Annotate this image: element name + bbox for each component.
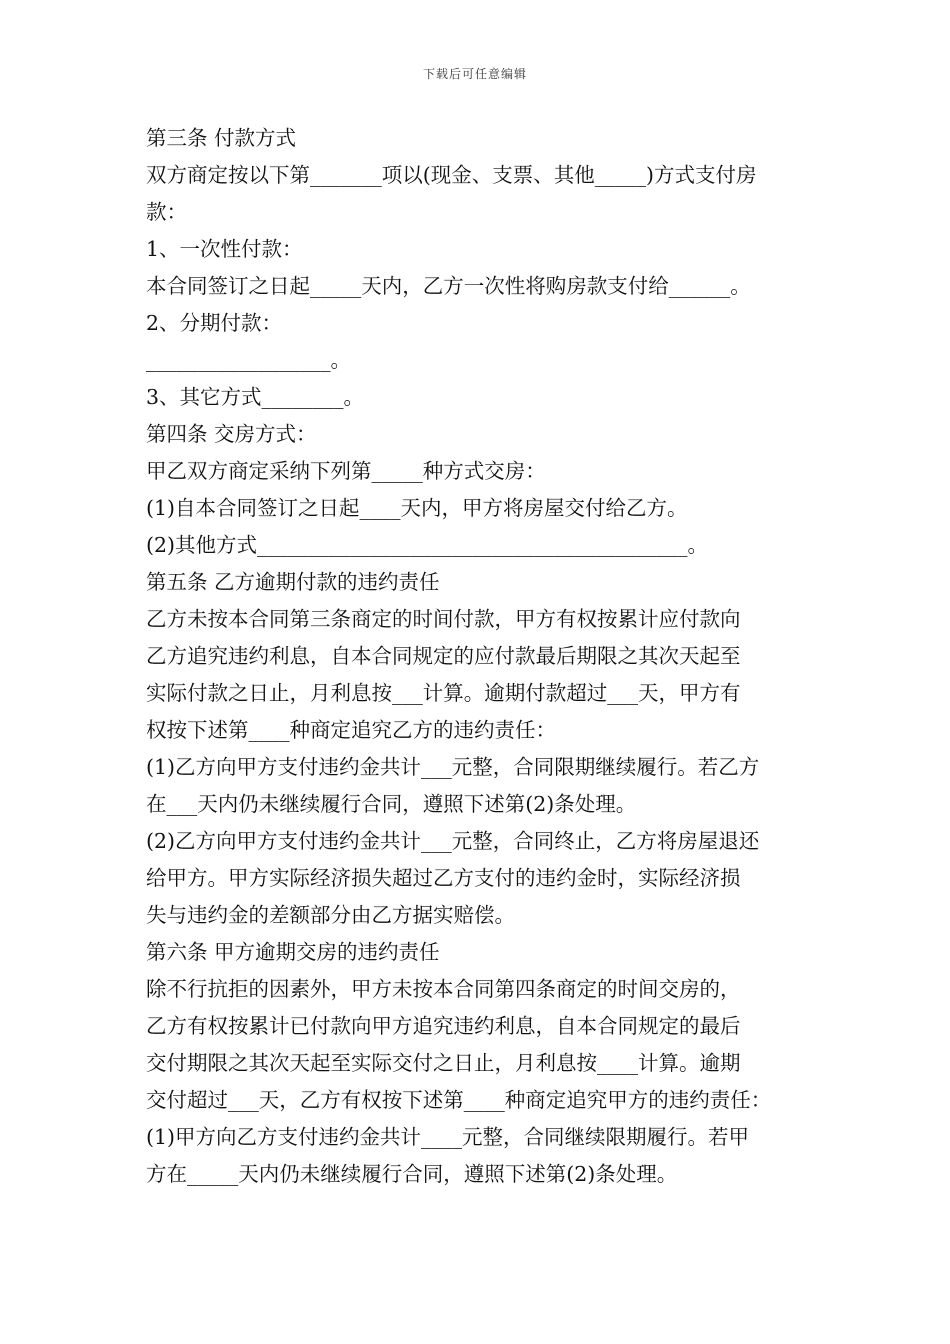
article-4-title: 第四条 交房方式： — [146, 422, 317, 446]
text-line: 本合同签订之日起_____天内，乙方一次性将购房款支付给______。 — [146, 274, 751, 298]
text-line: 乙方追究违约利息，自本合同规定的应付款最后期限之其次天起至 — [146, 644, 741, 668]
page-header: 下载后可任意编辑 — [422, 67, 527, 81]
text-line: 失与违约金的差额部分由乙方据实赔偿。 — [146, 903, 515, 927]
document-body — [146, 120, 816, 1193]
text-line: 方在_____天内仍未继续履行合同，遵照下述第(2)条处理。 — [146, 1162, 678, 1186]
text-line: 交付期限之其次天起至实际交付之日止，月利息按____计算。逾期 — [146, 1051, 741, 1075]
text-line: 实际付款之日止，月利息按___计算。逾期付款超过___天，甲方有 — [146, 681, 741, 705]
text-line: 权按下述第____种商定追究乙方的违约责任： — [146, 718, 556, 742]
text-line: (1)甲方向乙方支付违约金共计____元整，合同继续限期履行。若甲 — [146, 1125, 750, 1149]
text-line: (1)乙方向甲方支付违约金共计___元整，合同限期继续履行。若乙方 — [146, 755, 760, 779]
article-3-title: 第三条 付款方式 — [146, 126, 297, 150]
text-line: 1、一次性付款： — [146, 237, 303, 261]
text-line: 在___天内仍未继续履行合同，遵照下述第(2)条处理。 — [146, 792, 637, 816]
text-line: 给甲方。甲方实际经济损失超过乙方支付的违约金时，实际经济损 — [146, 866, 741, 890]
text-line: 乙方未按本合同第三条商定的时间付款，甲方有权按累计应付款向 — [146, 607, 741, 631]
text-line: 3、其它方式________。 — [146, 385, 365, 409]
text-line: 甲乙双方商定采纳下列第_____种方式交房： — [146, 459, 546, 483]
text-line: (2)乙方向甲方支付违约金共计___元整，合同终止，乙方将房屋退还 — [146, 829, 760, 853]
article-6-title: 第六条 甲方逾期交房的违约责任 — [146, 940, 440, 964]
text-line: (2)其他方式__________________________________________。 — [146, 533, 709, 557]
article-5-title: 第五条 乙方逾期付款的违约责任 — [146, 570, 440, 594]
text-line: (1)自本合同签订之日起____天内，甲方将房屋交付给乙方。 — [146, 496, 688, 520]
text-line: 双方商定按以下第_______项以(现金、支票、其他_____)方式支付房 — [146, 163, 757, 187]
text-line: 交付超过___天，乙方有权按下述第____种商定追究甲方的违约责任： — [146, 1088, 772, 1112]
text-line: __________________。 — [146, 348, 351, 372]
text-line: 除不行抗拒的因素外，甲方未按本合同第四条商定的时间交房的， — [146, 977, 741, 1001]
text-line: 2、分期付款： — [146, 311, 283, 335]
text-line: 乙方有权按累计已付款向甲方追究违约利息，自本合同规定的最后 — [146, 1014, 741, 1038]
text-line: 款： — [146, 200, 187, 224]
